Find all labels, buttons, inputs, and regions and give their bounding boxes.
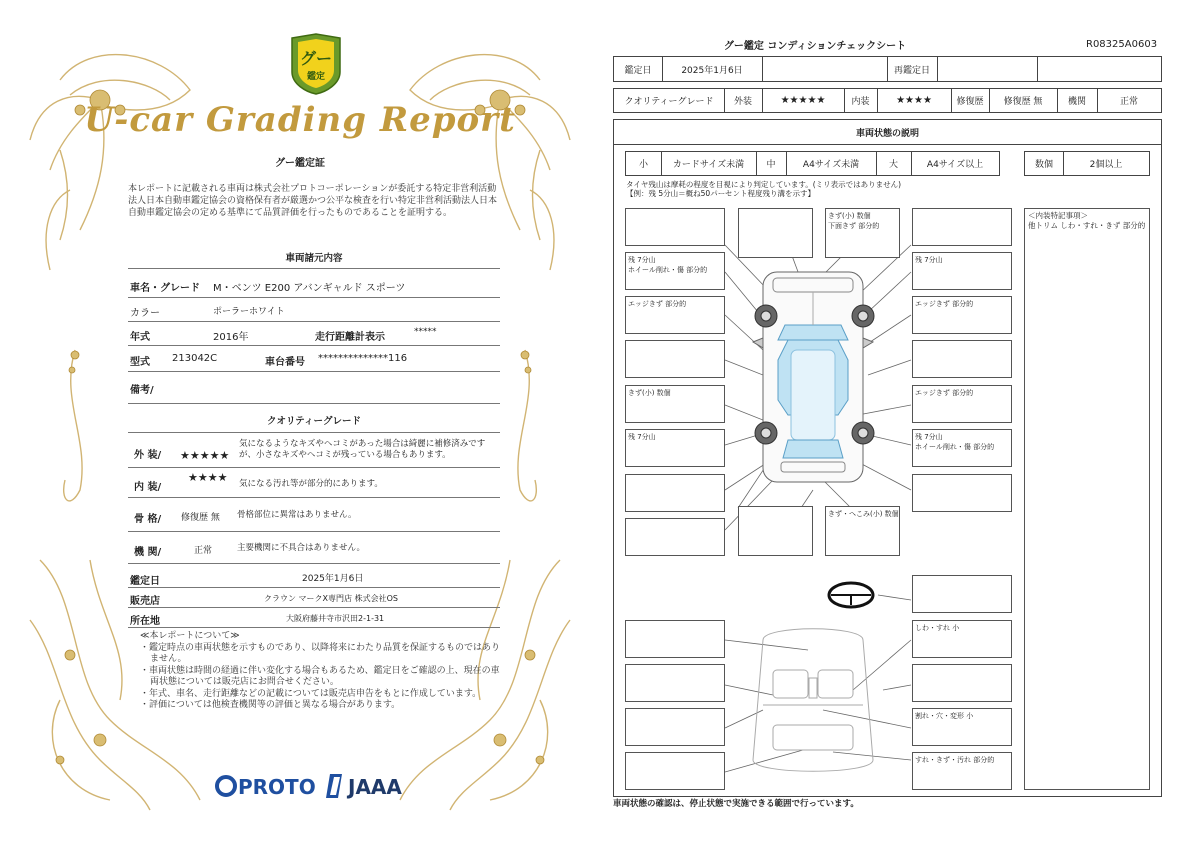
footer-logos — [214, 768, 414, 807]
count-legend — [1024, 151, 1150, 176]
address-value: 大阪府藤井寺市沢田2-1-31 — [286, 614, 385, 623]
interior-stars: ★★★★ — [188, 471, 228, 484]
interior-description: 気になる汚れ等が部分的にあります。 — [239, 479, 383, 489]
engine-value: 正常 — [194, 546, 213, 556]
color-label: カラー — [130, 308, 160, 319]
legend-medium: 中 — [766, 160, 776, 170]
damage-box-right-front-tire — [912, 252, 1012, 290]
date-label-cell: 鑑定日 — [624, 65, 652, 76]
mileage-value: ***** — [414, 327, 437, 337]
interior-box-right-2 — [912, 664, 1012, 702]
sheet-footer-note: 車両状態の確認は、停止状態で実施できる範囲で行っています。 — [613, 799, 859, 809]
note-item: ・年式、車名、走行距離などの記載については販売店申告をもとに作成しています。 — [140, 688, 482, 699]
notes-title: ≪本レポートについて≫ — [140, 631, 240, 641]
interior-box-right-3 — [912, 708, 1012, 746]
year-value: 2016年 — [213, 332, 249, 343]
int-label-cell: 内装 — [851, 97, 870, 107]
spec-row-name — [128, 272, 500, 298]
engine-value-cell: 正常 — [1119, 97, 1138, 107]
repair-label-cell: 修復歴 — [956, 97, 984, 107]
note-item: ・鑑定時点の車両状態を示すものであり、以降将来にわたり品質を保証するものではありません。 — [140, 642, 501, 664]
damage-text: 残 7分山 — [915, 256, 943, 264]
repair-value-cell: 修復歴 無 — [1003, 97, 1043, 107]
tire-note-1: タイヤ残山は摩耗の程度を目視により判定しています。(ミリ表示ではありません) — [626, 180, 902, 189]
damage-box-right-mid — [912, 296, 1012, 334]
chassis-label: 車台番号 — [265, 357, 305, 368]
damage-box-right-lower — [912, 385, 1012, 423]
damage-text: 残 7分山 — [628, 433, 656, 441]
interior-box-right-4 — [912, 752, 1012, 790]
damage-text: 残 7分山 ホイール削れ・傷 部分的 — [628, 256, 708, 274]
interior-notes-title: ＜内装特記事項＞ — [1028, 211, 1088, 220]
damage-text: すれ・きず・汚れ 部分的 — [915, 756, 995, 764]
engine-description: 主要機関に不具合はありません。 — [237, 543, 366, 553]
damage-text: きず(小) 数個 下面きず 部分的 — [828, 212, 880, 230]
reinspect-value-cell — [937, 57, 1037, 81]
chassis-value: **************116 — [318, 353, 408, 364]
damage-box-bottom-left — [738, 506, 813, 556]
exterior-description: 気になるようなキズやヘコミがあった場合は綺麗に補修済みですが、小さなキズやヘコミが残っている場合もあります。 — [239, 439, 486, 460]
legend-medium-desc: A4サイズ未満 — [802, 160, 860, 170]
damage-box-left-8 — [625, 518, 725, 556]
color-value: ポーラーホワイト — [213, 307, 285, 317]
interior-box-left-3 — [625, 708, 725, 746]
damage-box-left-4 — [625, 340, 725, 378]
spec-row-model — [128, 346, 500, 372]
exterior-label: 外 装/ — [134, 450, 162, 461]
quality-row-interior — [128, 468, 500, 498]
certificate-title: U-car Grading Report — [84, 100, 516, 140]
quality-row-frame — [128, 498, 500, 532]
engine-label-cell: 機関 — [1067, 97, 1086, 107]
name-label: 車名・グレード — [130, 283, 200, 294]
dealer-label: 販売店 — [130, 596, 160, 607]
damage-box-top-left — [738, 208, 813, 258]
damage-box-left-front-tire — [625, 252, 725, 290]
report-notes — [140, 631, 500, 712]
interior-notes-text: 他トリム しわ・すれ・きず 部分的 — [1028, 221, 1146, 230]
damage-box-bottom-center — [825, 506, 900, 556]
certificate-subtitle: グー鑑定証 — [275, 158, 325, 169]
damage-text: エッジきず 部分的 — [628, 300, 687, 308]
damage-box-left-rear-tire — [625, 429, 725, 467]
info-row-address — [128, 608, 500, 628]
condition-heading: 車両状態の説明 — [855, 128, 919, 139]
note-item: ・評価については他検査機関等の評価と異なる場合があります。 — [140, 700, 401, 710]
damage-box-steering — [912, 575, 1012, 613]
damage-box-top-center — [825, 208, 900, 258]
year-label: 年式 — [130, 332, 150, 343]
interior-box-right-1 — [912, 620, 1012, 658]
reinspect-label-cell: 再鑑定日 — [893, 65, 930, 76]
jaaa-logo-text: JAAA — [348, 775, 402, 799]
legend-count: 数個 — [1034, 160, 1053, 170]
size-legend — [625, 151, 1000, 176]
frame-value: 修復歴 無 — [181, 513, 220, 523]
quality-heading: クオリティーグレード — [266, 416, 362, 427]
quality-divider — [128, 432, 500, 433]
date-value-cell: 2025年1月6日 — [681, 65, 743, 76]
legend-large: 大 — [888, 160, 898, 170]
damage-text: きず・へこみ(小) 数個 — [828, 510, 899, 518]
legend-small-desc: カードサイズ未満 — [672, 160, 745, 170]
spec-row-color — [128, 298, 500, 322]
spec-divider — [128, 268, 500, 269]
quality-row-exterior — [128, 434, 500, 468]
logo-sub-text: 鑑定 — [306, 72, 326, 82]
note-item: ・車両状態は時間の経過に伴い変化する場合もあるため、鑑定日をご確認の上、現在の車両状態については販売店にお問合せください。 — [140, 665, 500, 687]
damage-text: エッジきず 部分的 — [915, 389, 974, 397]
damage-text: きず(小) 数個 — [628, 389, 671, 397]
address-label: 所在地 — [130, 616, 160, 627]
interior-box-left-2 — [625, 664, 725, 702]
sheet-title: グー鑑定 コンディションチェックシート — [723, 41, 907, 52]
proto-logo-icon — [217, 777, 235, 795]
qg-label-cell: クオリティーグレード — [624, 97, 714, 107]
damage-box-right-7 — [912, 474, 1012, 512]
legend-small: 小 — [638, 160, 648, 170]
exterior-stars: ★★★★★ — [180, 449, 230, 462]
car-top-view — [753, 272, 873, 482]
spec-heading: 車両諸元内容 — [285, 253, 343, 264]
int-stars-cell: ★★★★ — [896, 95, 932, 106]
frame-label: 骨 格/ — [134, 514, 162, 525]
damage-text: しわ・すれ 小 — [915, 624, 960, 632]
model-label: 型式 — [130, 357, 150, 368]
damage-box-right-1 — [912, 208, 1012, 246]
damage-box-left-7 — [625, 474, 725, 512]
goo-kantei-logo — [286, 32, 346, 96]
spec-row-year — [128, 322, 500, 346]
damage-box-left-mid — [625, 296, 725, 334]
interior-notes-panel — [1024, 208, 1150, 790]
interior-label: 内 装/ — [134, 482, 162, 493]
inspection-date-label: 鑑定日 — [130, 576, 160, 587]
spec-row-remarks — [128, 372, 500, 404]
quality-row-engine — [128, 532, 500, 564]
damage-box-right-rear-tire — [912, 429, 1012, 467]
certificate-intro: 本レポートに記載される車両は株式会社プロトコーポレーションが委託する特定非営利活動法人日本自動車鑑定協会の資格保有者が厳選かつ公平な検査を行い特定非営利活動法人日本自動車鑑定協会の定める基準にて品質評価を行ったものであることを証明する。 — [128, 184, 498, 218]
engine-label: 機 関/ — [134, 547, 162, 558]
tire-note-2: 【例：残 5分山＝概ね50パーセント程度残り溝を示す】 — [626, 189, 816, 198]
proto-logo-text: PROTO — [238, 775, 316, 799]
logo-text: グー — [299, 49, 333, 68]
info-row-dealer — [128, 588, 500, 608]
legend-count-desc: 2個以上 — [1089, 160, 1123, 170]
interior-box-left-4 — [625, 752, 725, 790]
proto-jaaa-logos — [214, 768, 414, 804]
damage-text: 割れ・穴・変形 小 — [915, 712, 974, 720]
ext-label-cell: 外装 — [733, 97, 752, 107]
damage-box-left-lower — [625, 385, 725, 423]
interior-diagram — [753, 629, 873, 772]
quality-grade-table — [613, 88, 1162, 113]
damage-box-right-4 — [912, 340, 1012, 378]
steering-wheel-icon — [829, 583, 873, 607]
dealer-value: クラウン マークX専門店 株式会社OS — [264, 594, 398, 603]
info-row-date — [128, 568, 500, 588]
document-number: R08325A0603 — [1086, 39, 1158, 50]
inspection-date-value: 2025年1月6日 — [302, 574, 364, 584]
remarks-label: 備考/ — [130, 385, 154, 396]
frame-description: 骨格部位に異常はありません。 — [237, 510, 357, 520]
mileage-label: 走行距離計表示 — [315, 332, 385, 343]
interior-box-left-1 — [625, 620, 725, 658]
date-table — [613, 56, 1162, 82]
ext-stars-cell: ★★★★★ — [780, 95, 826, 106]
legend-large-desc: A4サイズ以上 — [926, 160, 984, 170]
damage-text: 残 7分山 ホイール削れ・傷 部分的 — [915, 433, 995, 451]
damage-box-left-1 — [625, 208, 725, 246]
damage-text: エッジきず 部分的 — [915, 300, 974, 308]
model-value: 213042C — [172, 353, 218, 364]
name-value: M・ベンツ E200 アバンギャルド スポーツ — [213, 283, 406, 294]
